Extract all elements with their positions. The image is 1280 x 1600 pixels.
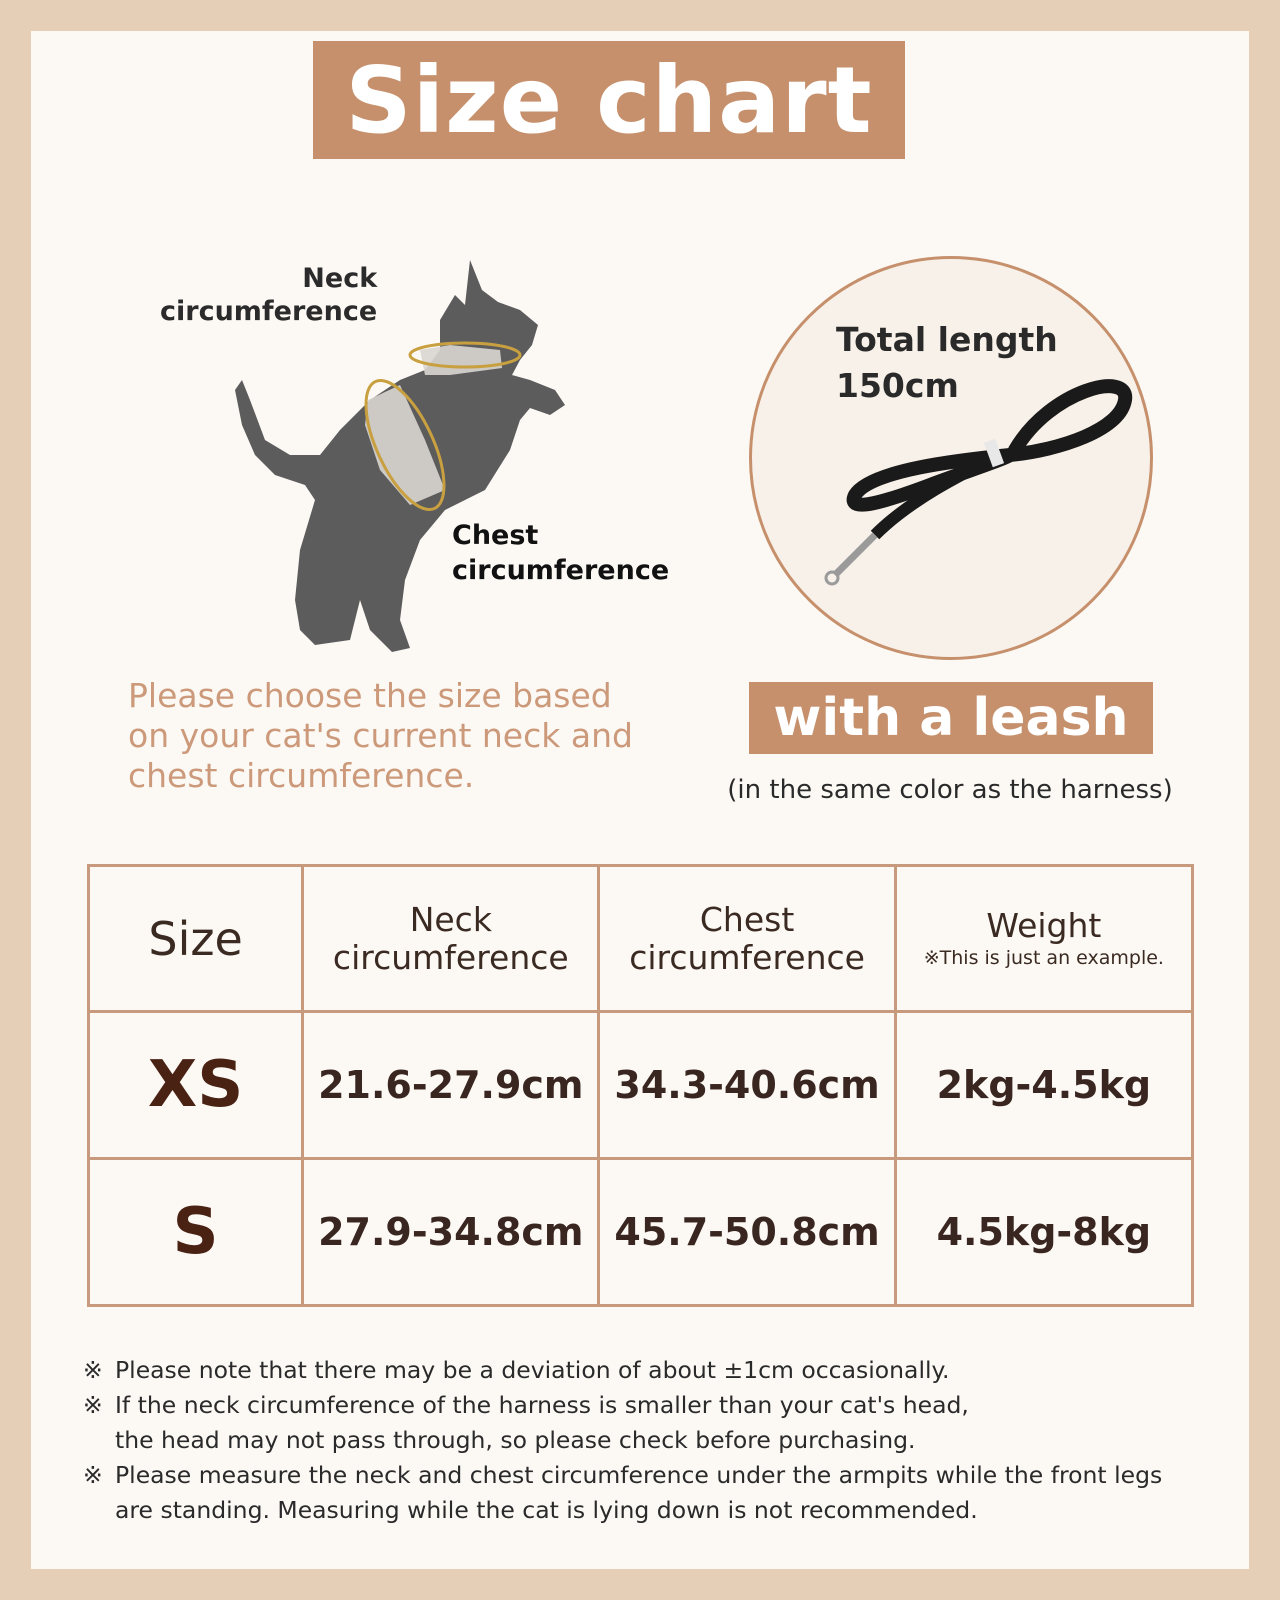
note-text (115, 1458, 1213, 1528)
header-neck-line1: Neck (409, 899, 492, 939)
chest-value: 45.7-50.8cm (614, 1210, 880, 1254)
header-neck (303, 866, 599, 1012)
notes-section (83, 1353, 1213, 1528)
size-s: S (172, 1195, 219, 1269)
total-length-value: 150cm (836, 366, 959, 405)
page-title (313, 41, 905, 159)
header-chest (599, 866, 895, 1012)
weight-value: 2kg-4.5kg (936, 1063, 1152, 1107)
row-size-cell (89, 1012, 303, 1159)
header-size-text: Size (148, 911, 243, 966)
note-mark: ※ (83, 1391, 103, 1419)
note-text (115, 1388, 1213, 1458)
choose-size-instruction (128, 676, 688, 796)
note2-line1: If the neck circumference of the harness is smaller than your cat's head, (115, 1391, 969, 1419)
size-table (87, 864, 1194, 1307)
row-neck-cell (303, 1159, 599, 1306)
neck-circumference-label (160, 262, 377, 328)
header-neck-line2: circumference (332, 937, 569, 977)
leash-clip-ring (826, 572, 838, 584)
row-weight-cell (895, 1012, 1192, 1159)
neck-label-line1: Neck (302, 263, 378, 294)
table-row (89, 1159, 1193, 1306)
chest-circumference-label (452, 518, 669, 588)
note-item (83, 1353, 1213, 1388)
chest-label-line1: Chest (452, 520, 539, 551)
chest-label-line2: circumference (452, 555, 670, 586)
note-text: Please note that there may be a deviation of about ±1cm occasionally. (115, 1356, 950, 1384)
leash-illustration (800, 360, 1140, 600)
note-item (83, 1388, 1213, 1458)
header-weight (895, 866, 1192, 1012)
choose-line1: Please choose the size based (128, 676, 612, 715)
row-chest-cell (599, 1012, 895, 1159)
with-leash-text: with a leash (773, 688, 1129, 748)
neck-value: 21.6-27.9cm (318, 1063, 584, 1107)
row-size-cell (89, 1159, 303, 1306)
weight-example-note: ※This is just an example. (923, 946, 1164, 969)
leash-clip-shape (835, 535, 875, 575)
page-title-text: Size chart (345, 46, 873, 154)
note2-line2: the head may not pass through, so please check before purchasing. (115, 1426, 916, 1454)
header-size (89, 866, 303, 1012)
header-chest-line1: Chest (699, 899, 795, 939)
row-neck-cell (303, 1012, 599, 1159)
size-xs: XS (147, 1048, 244, 1122)
header-weight-text: Weight (986, 905, 1102, 945)
note-mark: ※ (83, 1356, 103, 1384)
note3-line2: are standing. Measuring while the cat is lying down is not recommended. (115, 1496, 978, 1524)
note3-line1: Please measure the neck and chest circumference under the armpits while the front legs (115, 1461, 1163, 1489)
table-row (89, 1012, 1193, 1159)
note-mark: ※ (83, 1461, 103, 1489)
chest-value: 34.3-40.6cm (614, 1063, 880, 1107)
neck-value: 27.9-34.8cm (318, 1210, 584, 1254)
neck-label-line2: circumference (160, 296, 378, 327)
choose-line2: on your cat's current neck and (128, 716, 633, 755)
leash-color-note: (in the same color as the harness) (727, 775, 1173, 805)
row-weight-cell (895, 1159, 1192, 1306)
weight-value: 4.5kg-8kg (936, 1210, 1152, 1254)
note-item (83, 1458, 1213, 1528)
header-chest-line2: circumference (629, 937, 865, 977)
with-leash-badge (749, 682, 1153, 754)
table-header-row (89, 866, 1193, 1012)
row-chest-cell (599, 1159, 895, 1306)
choose-line3: chest circumference. (128, 756, 475, 795)
total-length-label: Total length (836, 320, 1058, 359)
